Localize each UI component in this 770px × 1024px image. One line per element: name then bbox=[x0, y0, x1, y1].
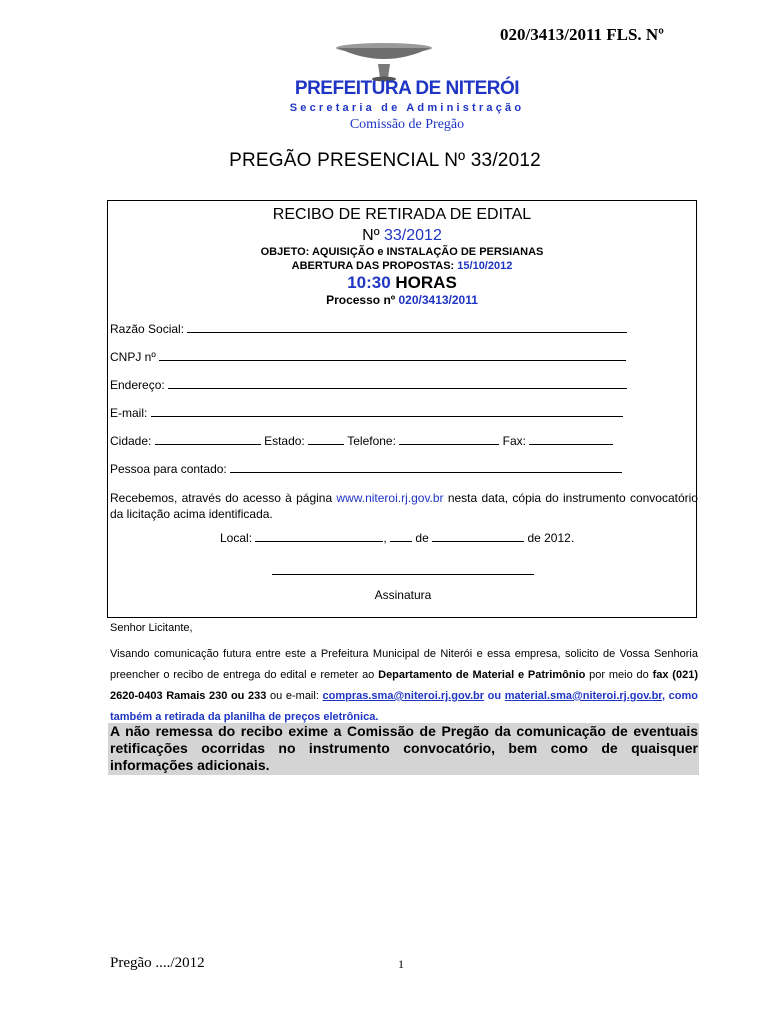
local-label: Local: bbox=[220, 531, 253, 545]
fax-number: fax (021) 2620-0403 Ramais 230 ou 233 bbox=[110, 669, 698, 702]
opening-line bbox=[107, 260, 697, 272]
signature-line[interactable] bbox=[272, 574, 534, 575]
receipt-number-prefix: Nº bbox=[362, 227, 384, 244]
page-title: PREGÃO PRESENCIAL Nº 33/2012 bbox=[229, 150, 541, 171]
field-label: Telefone: bbox=[347, 434, 396, 448]
received-prefix: Recebemos, através do acesso à página bbox=[110, 491, 337, 505]
signature-label: Assinatura bbox=[374, 588, 432, 602]
footer-reference: Pregão ..../2012 bbox=[110, 955, 205, 971]
receipt-title: RECIBO DE RETIRADA DE EDITAL bbox=[272, 206, 532, 223]
local-year: de 2012. bbox=[527, 531, 575, 545]
received-statement bbox=[110, 490, 698, 522]
email-link-material[interactable]: material.sma@niteroi.rj.gov.br bbox=[504, 690, 662, 702]
field-cidade-row bbox=[110, 434, 613, 448]
field-razao-social bbox=[110, 322, 627, 336]
cnpj-input[interactable] bbox=[159, 350, 626, 361]
field-label: CNPJ nº bbox=[110, 350, 156, 364]
page-number: 1 bbox=[398, 957, 404, 971]
notice-text: , como também a retirada da planilha de preços eletrônica. bbox=[110, 690, 699, 723]
process-reference: 020/3413/2011 FLS. Nº bbox=[500, 25, 664, 44]
email-input[interactable] bbox=[151, 406, 623, 417]
field-label: Pessoa para contado: bbox=[110, 462, 227, 476]
field-label: Razão Social: bbox=[110, 322, 185, 336]
salutation: Senhor Licitante, bbox=[110, 622, 193, 634]
local-date-line: Local: , de de 2012. bbox=[220, 531, 575, 545]
website-link[interactable]: www.niteroi.rj.gov.br bbox=[336, 491, 444, 505]
receipt-number-value: 33/2012 bbox=[384, 227, 442, 244]
field-email bbox=[110, 406, 623, 420]
field-endereco bbox=[110, 378, 627, 392]
opening-time bbox=[107, 273, 697, 293]
local-input[interactable] bbox=[255, 531, 383, 542]
received-suffix: nesta data, cópia do instrumento convocatório da licitação acima identificada. bbox=[110, 491, 698, 521]
month-input[interactable] bbox=[432, 531, 524, 542]
receipt-number bbox=[107, 227, 697, 245]
field-label: Fax: bbox=[502, 434, 526, 448]
time-suffix: HORAS bbox=[390, 273, 457, 292]
time-value: 10:30 bbox=[347, 273, 391, 292]
estado-input[interactable] bbox=[308, 434, 344, 445]
razao-social-input[interactable] bbox=[187, 322, 627, 333]
object-line: OBJETO: AQUISIÇÃO e INSTALAÇÃO DE PERSIANAS bbox=[260, 246, 544, 258]
warning-text: A não remessa do recibo exime a Comissão de Pregão da comunicação de eventuais retificações ocorridas no instrumento convocatório, bem como de quaisquer informações adicionais. bbox=[110, 723, 698, 773]
field-label: E-mail: bbox=[110, 406, 148, 420]
field-contato bbox=[110, 462, 622, 476]
field-label: Estado: bbox=[264, 434, 305, 448]
notice-paragraph bbox=[110, 644, 698, 728]
field-label: Endereço: bbox=[110, 378, 165, 392]
department-name: Departamento de Material e Patrimônio bbox=[378, 669, 586, 681]
cidade-input[interactable] bbox=[155, 434, 261, 445]
process-label: Processo nº bbox=[326, 293, 399, 307]
org-name: PREFEITURA DE NITERÓI bbox=[294, 78, 520, 99]
commission-name: Comissão de Pregão bbox=[349, 117, 465, 132]
endereco-input[interactable] bbox=[168, 378, 627, 389]
telefone-input[interactable] bbox=[399, 434, 499, 445]
notice-text: por meio do bbox=[585, 669, 653, 681]
notice-or: ou bbox=[484, 690, 505, 702]
opening-label: ABERTURA DAS PROPOSTAS: bbox=[291, 260, 458, 272]
email-link-compras[interactable]: compras.sma@niteroi.rj.gov.br bbox=[322, 690, 485, 702]
process-number: 020/3413/2011 bbox=[398, 293, 478, 307]
fax-input[interactable] bbox=[529, 434, 613, 445]
process-line bbox=[107, 293, 697, 307]
field-label: Cidade: bbox=[110, 434, 152, 448]
notice-text: Visando comunicação futura entre este a Prefeitura Municipal de Niterói e essa empresa, solicito de Vossa Senhoria preencher o recibo de entrega do edital e remeter ao bbox=[110, 648, 698, 681]
field-cnpj bbox=[110, 350, 626, 364]
opening-date: 15/10/2012 bbox=[457, 260, 513, 272]
org-subtitle: Secretaria de Administração bbox=[289, 102, 525, 114]
notice-text: ou e-mail: bbox=[266, 690, 323, 702]
local-de: de bbox=[415, 531, 429, 545]
contato-input[interactable] bbox=[230, 462, 622, 473]
city-emblem-logo bbox=[334, 40, 434, 82]
day-input[interactable] bbox=[390, 531, 412, 542]
